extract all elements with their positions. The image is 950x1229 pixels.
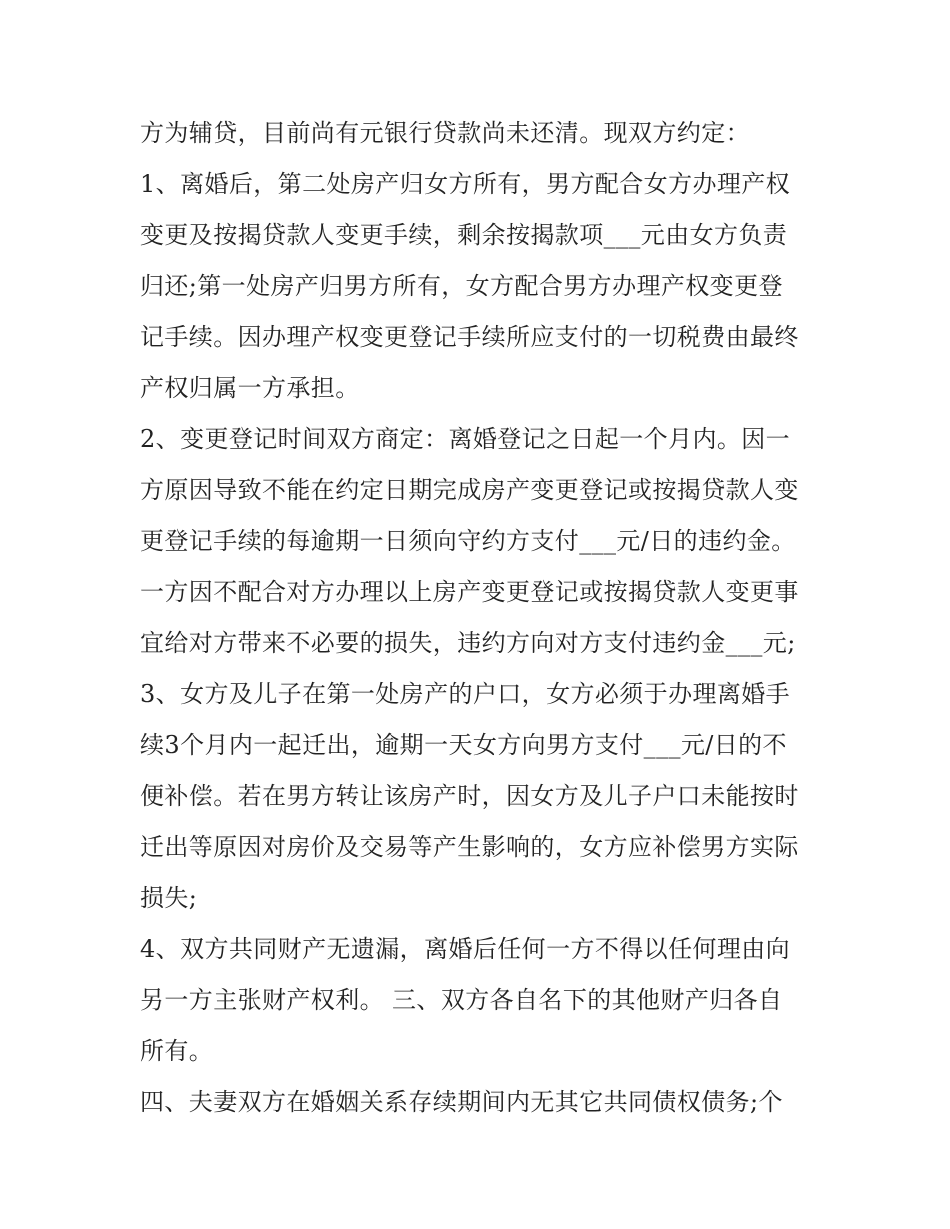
text-line: 四、夫妻双方在婚姻关系存续期间内无其它共同债权债务;个	[140, 1088, 783, 1116]
text-line: 产权归属一方承担。	[140, 374, 360, 402]
text-line: 一方因不配合对方办理以上房产变更登记或按揭贷款人变更事	[140, 578, 799, 606]
text-line: 2、变更登记时间双方商定：离婚登记之日起一个月内。因一	[140, 425, 791, 453]
text-line: 续3个月内一起迁出，逾期一天女方向男方支付___元/日的不	[140, 731, 787, 759]
text-line: 另一方主张财产权利。 三、双方各自名下的其他财产归各自	[140, 986, 783, 1014]
text-line: 变更及按揭贷款人变更手续，剩余按揭款项___元由女方负责	[140, 221, 788, 249]
text-line: 方为辅贷，目前尚有元银行贷款尚未还清。现双方约定：	[140, 119, 750, 147]
text-line: 4、双方共同财产无遗漏，离婚后任何一方不得以任何理由向	[140, 935, 791, 963]
text-line: 归还;第一处房产归男方所有，女方配合男方办理产权变更登	[140, 272, 783, 300]
text-line: 方原因导致不能在约定日期完成房产变更登记或按揭贷款人变	[140, 476, 799, 504]
text-line: 更登记手续的每逾期一日须向守约方支付___元/日的违约金。	[140, 527, 796, 555]
text-line: 记手续。因办理产权变更登记手续所应支付的一切税费由最终	[140, 323, 799, 351]
text-line: 迁出等原因对房价及交易等产生影响的，女方应补偿男方实际	[140, 833, 799, 861]
text-line: 所有。	[140, 1037, 214, 1065]
text-line: 1、离婚后，第二处房产归女方所有，男方配合女方办理产权	[140, 170, 791, 198]
document-body	[140, 108, 820, 1128]
text-line: 宜给对方带来不必要的损失，违约方向对方支付违约金___元;	[140, 629, 796, 657]
text-line: 3、女方及儿子在第一处房产的户口，女方必须于办理离婚手	[140, 680, 791, 708]
text-line: 便补偿。若在男方转让该房产时，因女方及儿子户口未能按时	[140, 782, 799, 810]
text-line: 损失;	[140, 884, 198, 912]
